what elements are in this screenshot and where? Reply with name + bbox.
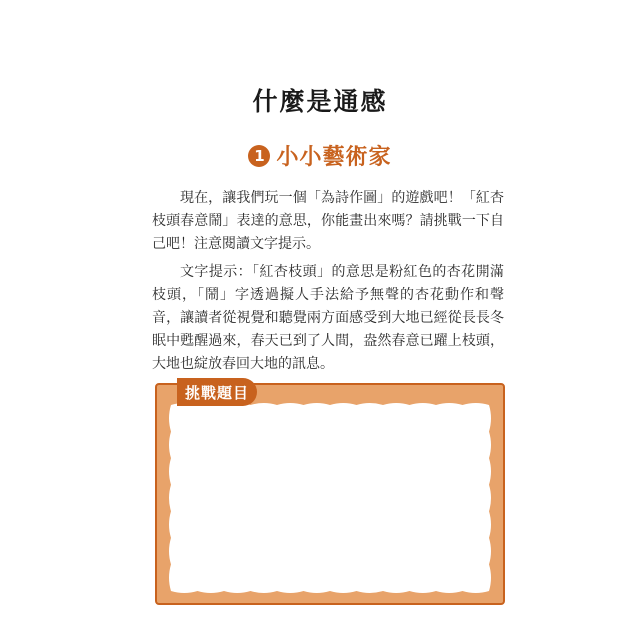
intro-paragraph: 現在，讓我們玩一個「為詩作圖」的遊戲吧！「紅杏枝頭春意鬧」表達的意思，你能畫出來嗎？請挑戰一下自己吧！注意閱讀文字提示。 xyxy=(152,190,504,252)
challenge-drawing-box[interactable] xyxy=(155,383,505,605)
section-number-badge: 1 xyxy=(248,145,270,167)
section-heading xyxy=(0,140,640,171)
challenge-tab-label: 挑戰題目 xyxy=(177,378,257,406)
section-title: 小小藝術家 xyxy=(276,145,392,170)
hint-paragraph: 文字提示：「紅杏枝頭」的意思是粉紅色的杏花開滿枝頭，「鬧」字透過擬人手法給予無聲的杏花動作和聲音，讓讀者從視覺和聽覺兩方面感受到大地已經從長長冬眠中甦醒過來，春天已到了人間，盎然春意已躍上枝頭，大地也綻放春回大地的訊息。 xyxy=(152,264,504,372)
page-title: 什麼是通感 xyxy=(252,87,388,116)
decorative-frame xyxy=(155,383,505,605)
